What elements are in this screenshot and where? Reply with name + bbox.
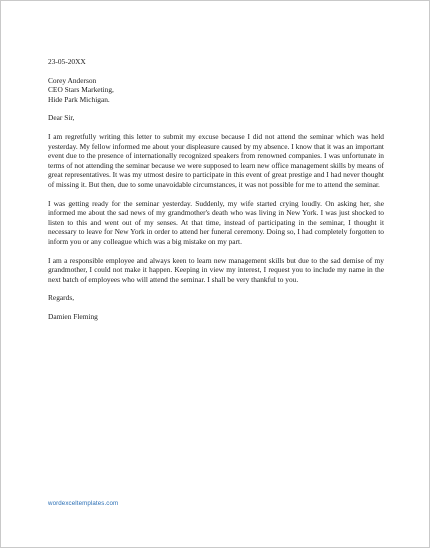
letter-body [48, 57, 384, 321]
signature-name: Damien Fleming [48, 311, 98, 321]
closing: Regards, [48, 293, 75, 303]
recipient-address: Hide Park Michigan. [48, 94, 110, 104]
recipient-name: Corey Anderson [48, 75, 97, 85]
paragraph-2: I was getting ready for the seminar yesterday. Suddenly, my wife started crying loudly. On asking her, she informed me about the sad news of my grandmother's death who was living in New York. I was just shocked to listen to this and went out of my senses. At that time, instead of participating in the seminar, I thought it necessary to leave for New York in order to attend her funeral ceremony. Doing so, I had completely forgotten to inform you or any colleague which was a big mistake on my part. [48, 198, 384, 246]
paragraph-1: I am regretfully writing this letter to submit my excuse because I did not attend the seminar which was held yesterday. My fellow informed me about your displeasure caused by my absence. I know that it was an important event due to the presence of internationally recognized speakers from renowned companies. I was unfortunate in terms of not attending the seminar because we were supposed to learn new office management skills by means of great representatives. It was my utmost desire to participate in this event of great prestige and I had never thought of missing it. But then, due to some unavoidable circumstances, it was not possible for me to attend the seminar. [48, 131, 384, 189]
footer-website-link[interactable]: wordexceltemplates.com [48, 500, 119, 507]
salutation: Dear Sir, [48, 113, 75, 123]
recipient-block [48, 76, 384, 105]
recipient-title: CEO Stars Marketing, [48, 85, 114, 95]
letter-date: 23-05-20XX [48, 57, 86, 66]
paragraph-3: I am a responsible employee and always keen to learn new management skills but due to the sad demise of my grandmother, I could not make it happen. Keeping in view my interest, I request you to include my name in the next batch of employees who will attend the seminar. I shall be very thankful to you. [48, 255, 384, 284]
